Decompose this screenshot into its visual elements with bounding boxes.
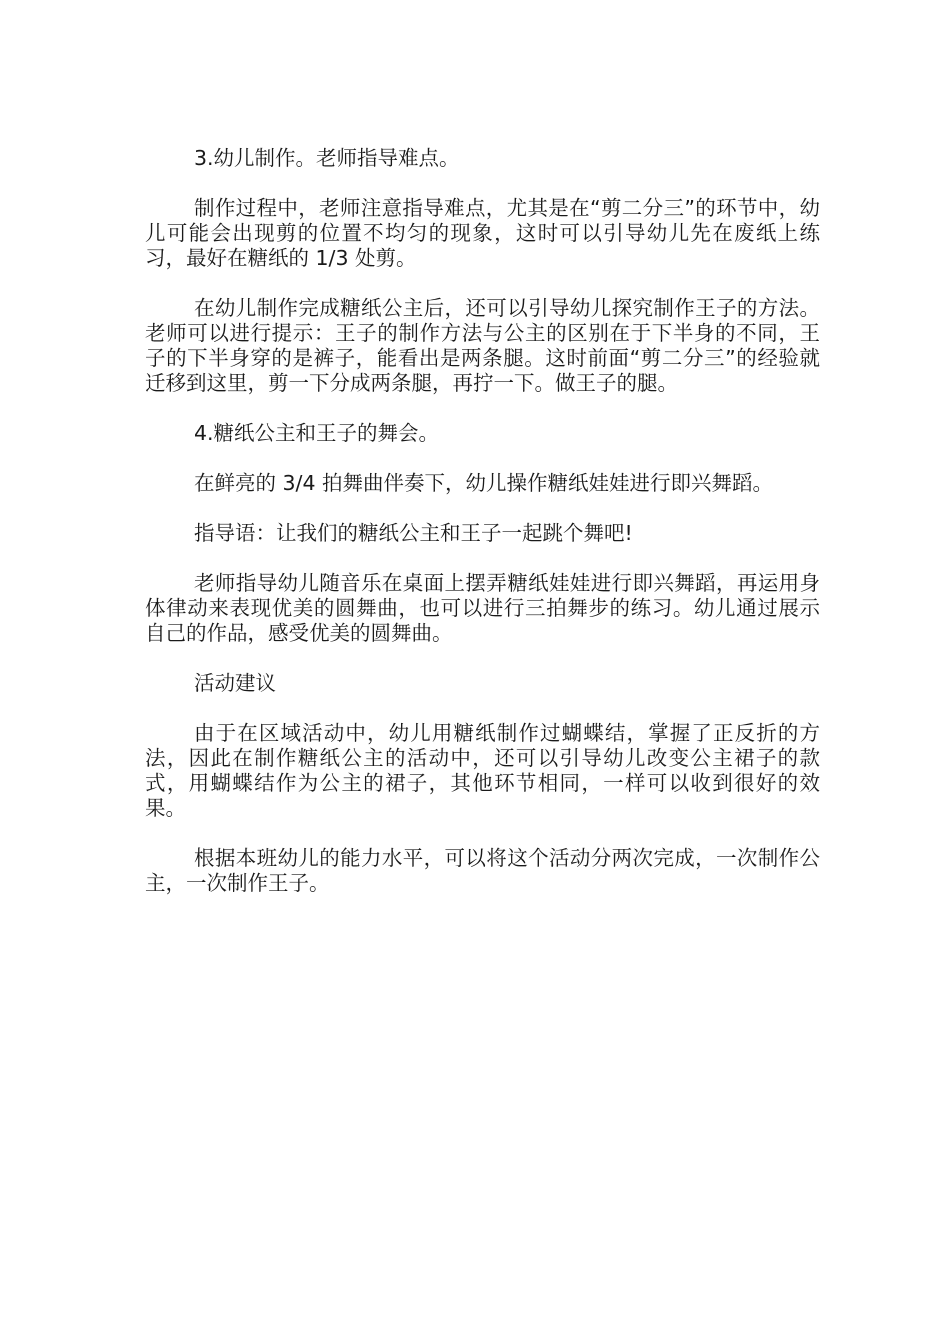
document-body [145,146,820,921]
suggestion-paragraph-1: 由于在区域活动中，幼儿用糖纸制作过蝴蝶结，掌握了正反折的方法，因此在制作糖纸公主的活动中，还可以引导幼儿改变公主裙子的款式，用蝴蝶结作为公主的裙子，其他环节相同，一样可以收到很好的效果。 [145,721,820,820]
dance-guidance-paragraph: 老师指导幼儿随音乐在桌面上摆弄糖纸娃娃进行即兴舞蹈，再运用身体律动来表现优美的圆舞曲，也可以进行三拍舞步的练习。幼儿通过展示自己的作品，感受优美的圆舞曲。 [145,571,820,645]
step-3-guidance-paragraph: 制作过程中，老师注意指导难点，尤其是在“剪二分三”的环节中，幼儿可能会出现剪的位置不均匀的现象，这时可以引导幼儿先在废纸上练习，最好在糖纸的 1/3 处剪。 [145,196,820,270]
activity-suggestions-heading: 活动建议 [194,671,276,695]
guidance-words-paragraph: 指导语：让我们的糖纸公主和王子一起跳个舞吧! [194,521,633,545]
dance-accompaniment-paragraph: 在鲜亮的 3/4 拍舞曲伴奏下，幼儿操作糖纸娃娃进行即兴舞蹈。 [194,471,774,495]
suggestion-paragraph-2: 根据本班幼儿的能力水平，可以将这个活动分两次完成，一次制作公主，一次制作王子。 [145,846,820,895]
prince-method-paragraph: 在幼儿制作完成糖纸公主后，还可以引导幼儿探究制作王子的方法。老师可以进行提示：王子的制作方法与公主的区别在于下半身的不同，王子的下半身穿的是裤子，能看出是两条腿。这时前面“剪二分三”的经验就迁移到这里，剪一下分成两条腿，再拧一下。做王子的腿。 [145,296,820,395]
step-4-heading: 4.糖纸公主和王子的舞会。 [194,421,440,445]
step-3-heading: 3.幼儿制作。老师指导难点。 [194,146,460,170]
